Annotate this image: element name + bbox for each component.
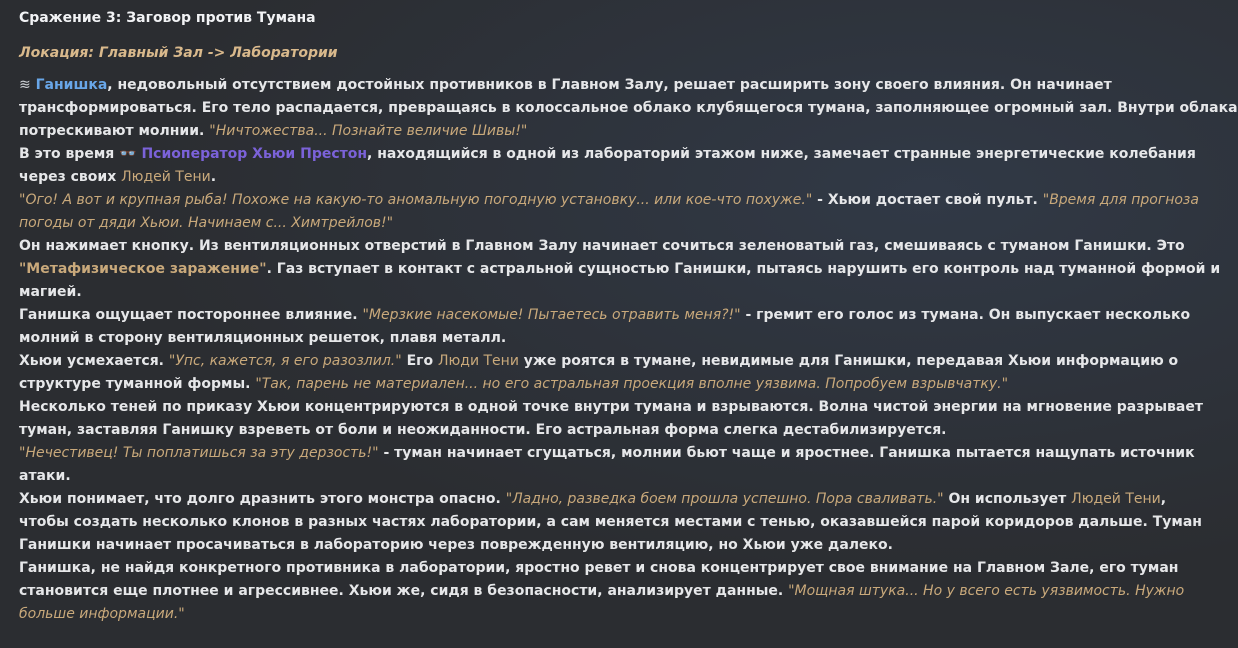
quote: больше информации." (19, 606, 185, 622)
paragraph-line-22: Ганишка, не найдя конкретного противника в лаборатории, яростно ревет и снова концентрирует свое внимание на Главном Зале, его туман (19, 560, 1179, 576)
paragraph-line-21: Ганишки начинает просачиваться в лабораторию через поврежденную вентиляцию, но Хьюи уже далеко. (19, 537, 893, 553)
quote: "Ладно, разведка боем прошла успешно. Пора сваливать." (505, 491, 944, 507)
paragraph-line-15: Несколько теней по приказу Хьюи концентрируются в одной точке внутри тумана и взрываются. Волна чистой энергии на мгновение разрывает (19, 399, 1203, 415)
quote: "Мерзкие насекомые! Пытаетесь отравить меня?!" (362, 307, 741, 323)
paragraph-line-17: "Нечестивец! Ты поплатишься за эту дерзость!" - туман начинает сгущаться, молнии бьют чаще и яростнее. Ганишка пытается нащупать источник (19, 445, 1195, 461)
shadow-people-ref: Людей Тени (1071, 491, 1161, 507)
explode-emphasis: взрываются (711, 399, 809, 415)
quote: "Мощная штука... Но у всего есть уязвимость. Нужно (788, 583, 1185, 599)
paragraph-line-6: "Ого! А вот и крупная рыба! Похоже на какую-то аномальную погодную установку... или кое-что похуже." - Хьюи достает свой пульт. "Время для прогноза (19, 192, 1199, 208)
paragraph-line-20: чтобы создать несколько клонов в разных частях лаборатории, а сам меняется местами с тенью, оказавшейся парой коридоров дальше. Туман (19, 514, 1202, 530)
fog-icon: ≋ (19, 77, 31, 93)
paragraph-line-19: Хьюи понимает, что долго дразнить этого монстра опасно. "Ладно, разведка боем прошла успешно. Пора сваливать." Он использует Людей Тени, (19, 491, 1167, 507)
paragraph-line-2: трансформироваться. Его тело распадается, превращаясь в колоссальное облако клубящегося тумана, заполняющее огромный зал. Внутри облака (19, 100, 1238, 116)
quote: "Упс, кажется, я его разозлил." (168, 353, 402, 369)
quote: "Так, парень не материален... но его астральная проекция вполне уязвима. Попробуем взрывчатку." (255, 376, 1009, 392)
ganishka-mention[interactable]: Ганишка (35, 77, 108, 93)
paragraph-line-13: Хьюи усмехается. "Упс, кажется, я его разозлил." Его Люди Тени уже роятся в тумане, невидимые для Ганишки, передавая Хьюи информацию о (19, 353, 1179, 369)
paragraph-line-14: структуре туманной формы. "Так, парень не материален... но его астральная проекция вполне уязвима. Попробуем взрывчатку." (19, 376, 1009, 392)
paragraph-line-5: через своих Людей Тени. (19, 169, 217, 185)
battle-post (19, 7, 1238, 626)
quote: "Ничтожества... Познайте величие Шивы!" (209, 123, 528, 139)
glasses-icon: 👓 (119, 146, 137, 162)
paragraph-line-12: молний в сторону вентиляционных решеток, плавя металл. (19, 330, 507, 346)
paragraph-line-1: ≋ Ганишка, недовольный отсутствием достойных противников в Главном Залу, решает расширить зону своего влияния. Он начинает (19, 77, 1112, 93)
paragraph-line-11: Ганишка ощущает постороннее влияние. "Мерзкие насекомые! Пытаетесь отравить меня?!" - гремит его голос из тумана. Он выпускает несколько (19, 307, 1191, 323)
metaphysical-ref: "Метафизическое заражение" (19, 261, 267, 277)
quote: "Нечестивец! Ты поплатишься за эту дерзость!" (19, 445, 379, 461)
clones-emphasis: клонов (232, 514, 290, 530)
hyui-mention[interactable]: Псиоператор Хьюи Престон (141, 146, 368, 162)
post-title: Сражение 3: Заговор против Тумана (19, 10, 316, 26)
location-line: Локация: Главный Зал -> Лаборатории (19, 45, 338, 61)
paragraph-line-23: становится еще плотнее и агрессивнее. Хьюи же, сидя в безопасности, анализирует данные. "Мощная штука... Но у всего есть уязвимость. Нужно (19, 583, 1185, 599)
paragraph-line-8: Он нажимает кнопку. Из вентиляционных отверстий в Главном Залу начинает сочиться зеленоватый газ, смешиваясь с туманом Ганишки. Это (19, 238, 1185, 254)
paragraph-line-24 (19, 603, 1151, 626)
paragraph-line-3: потрескивают молнии. "Ничтожества... Познайте величие Шивы!" (19, 123, 528, 139)
paragraph-line-18: атаки. (19, 468, 71, 484)
paragraph-line-16: туман, заставляя Ганишку взреветь от боли и неожиданности. Его астральная форма слегка дестабилизируется. (19, 422, 947, 438)
shadow-people-ref: Людей Тени (121, 169, 211, 185)
paragraph-line-4: В это время 👓 Псиоператор Хьюи Престон, находящийся в одной из лабораторий этажом ниже, замечает странные энергетические колебания (19, 146, 1196, 162)
paragraph-line-9: "Метафизическое заражение". Газ вступает в контакт с астральной сущностью Ганишки, пытаясь нарушить его контроль над туманной формой и (19, 261, 1221, 277)
quote: "Время для прогноза (1042, 192, 1199, 208)
quote: погоды от дяди Хьюи. Начинаем с... Химтрейлов!" (19, 215, 394, 231)
paragraph-line-10: магией. (19, 284, 82, 300)
quote: "Ого! А вот и крупная рыба! Похоже на какую-то аномальную погодную установку... или кое-что похуже." (19, 192, 813, 208)
paragraph-line-7 (19, 212, 1151, 235)
shadow-people-ref: Люди Тени (437, 353, 519, 369)
